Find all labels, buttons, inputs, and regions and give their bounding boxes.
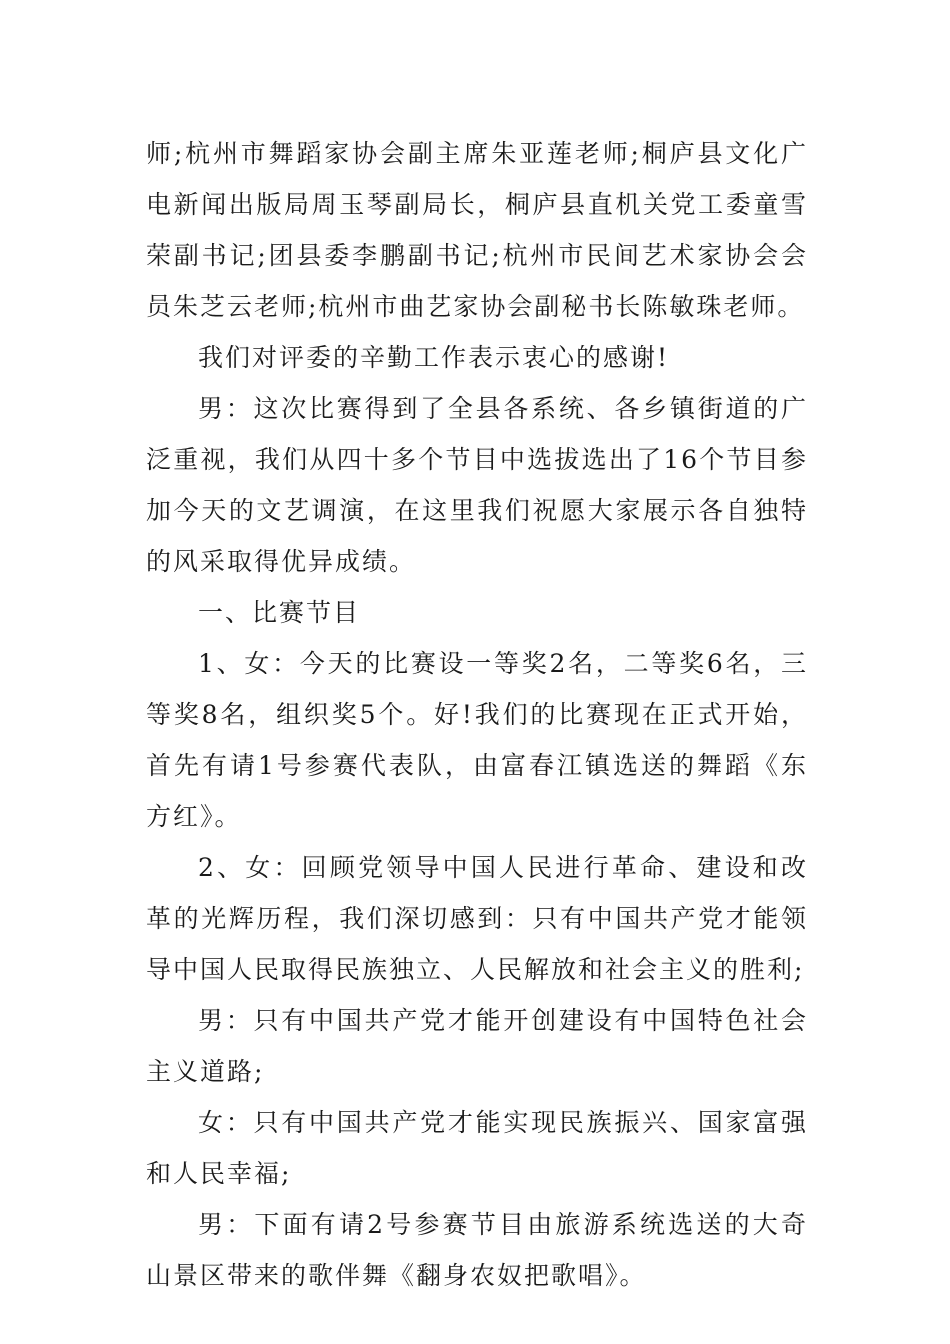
- document-body: [146, 128, 808, 1301]
- section-heading-programs: 一、比赛节目: [198, 598, 361, 627]
- paragraph-judges-list: 师;杭州市舞蹈家协会副主席朱亚莲老师;桐庐县文化广电新闻出版局周玉琴副局长，桐庐县直机关党工委童雪荣副书记;团县委李鹏副书记;杭州市民间艺术家协会会员朱芝云老师;杭州市曲艺家协会副秘书长陈敏珠老师。: [146, 139, 808, 321]
- paragraph-program-1: 1、女：今天的比赛设一等奖2名，二等奖6名，三等奖8名，组织奖5个。好!我们的比赛现在正式开始，首先有请1号参赛代表队，由富春江镇选送的舞蹈《东方红》。: [146, 649, 808, 831]
- paragraph-thanks-judges: 我们对评委的辛勤工作表示衷心的感谢!: [198, 343, 670, 372]
- paragraph-program-2: 2、女：回顾党领导中国人民进行革命、建设和改革的光辉历程，我们深切感到：只有中国共产党才能领导中国人民取得民族独立、人民解放和社会主义的胜利;: [146, 853, 808, 984]
- paragraph-male-line-2: 男：下面有请2号参赛节目由旅游系统选送的大奇山景区带来的歌伴舞《翻身农奴把歌唱》。: [146, 1210, 808, 1290]
- paragraph-female-line: 女：只有中国共产党才能实现民族振兴、国家富强和人民幸福;: [146, 1108, 808, 1188]
- paragraph-male-line-1: 男：只有中国共产党才能开创建设有中国特色社会主义道路;: [146, 1006, 808, 1086]
- paragraph-male-intro: 男：这次比赛得到了全县各系统、各乡镇街道的广泛重视，我们从四十多个节目中选拔选出了16个节目参加今天的文艺调演，在这里我们祝愿大家展示各自独特的风采取得优异成绩。: [146, 394, 808, 576]
